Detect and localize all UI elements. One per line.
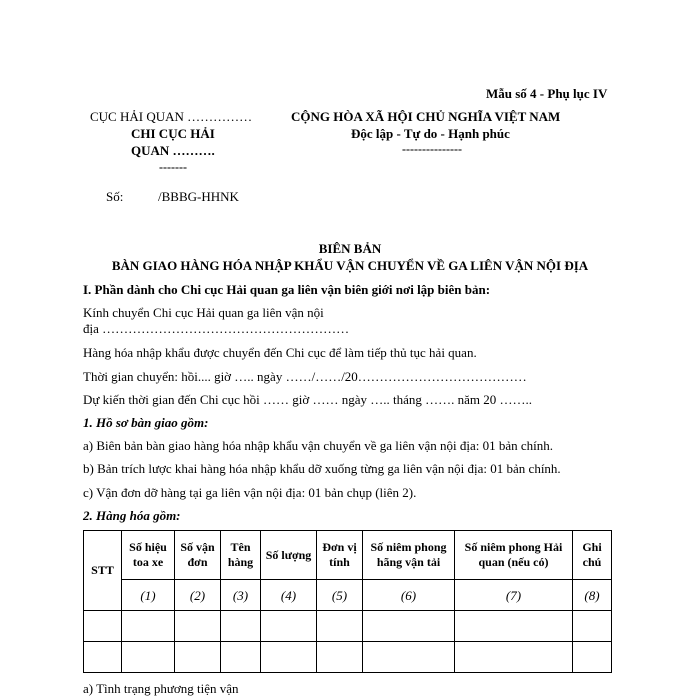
agency-line-2: CHI CỤC HẢI — [131, 126, 215, 141]
purpose-text: Hàng hóa nhập khẩu được chuyển đến Chi cục để làm tiếp thủ tục hải quan. — [83, 345, 477, 360]
column-number-5: (5) — [317, 580, 363, 611]
expected-time: Dự kiến thời gian đến Chi cục hồi …… giờ …… ngày ….. tháng ……. năm 20 …….. — [83, 392, 533, 407]
number-label: Số: — [106, 189, 124, 204]
column-header-customs-seal: Số niêm phong Hải quan (nếu có) — [455, 531, 573, 580]
column-header-carrier-seal: Số niêm phong hãng vận tải — [363, 531, 455, 580]
table-cell — [317, 642, 363, 673]
table-cell — [455, 642, 573, 673]
column-header-unit: Đơn vị tính — [317, 531, 363, 580]
column-header-note: Ghi chú — [573, 531, 612, 580]
table-cell — [455, 611, 573, 642]
column-header-stt: STT — [84, 531, 122, 611]
agency-divider: ------- — [159, 160, 187, 174]
document-a: a) Biên bản bàn giao hàng hóa nhập khẩu vận chuyển về ga liên vận nội địa: 01 bản chính. — [83, 438, 554, 453]
table-cell — [261, 642, 317, 673]
country-name: CỘNG HÒA XÃ HỘI CHỦ NGHĨA VIỆT NAM — [291, 109, 561, 124]
column-header-goods-name: Tên hàng — [221, 531, 261, 580]
number-code: /BBBG-HHNK — [158, 189, 239, 204]
table-cell — [122, 611, 175, 642]
agency-line-3: QUAN ………. — [131, 143, 215, 158]
vehicle-status-text: a) Tình trạng phương tiện vận — [83, 681, 239, 696]
transfer-time: Thời gian chuyển: hồi.... giờ ….. ngày ……/……/20………………………………… — [83, 369, 527, 384]
document-b: b) Bản trích lược khai hàng hóa nhập khẩu dỡ xuống từng ga liên vận nội địa: 01 bản chính. — [83, 461, 561, 476]
national-motto: Độc lập - Tự do - Hạnh phúc — [351, 126, 510, 141]
table-cell — [221, 611, 261, 642]
form-number: Mẫu số 4 - Phụ lục IV — [486, 86, 608, 101]
table-cell — [122, 642, 175, 673]
table-cell — [84, 642, 122, 673]
agency-line-1: CỤC HẢI QUAN …………… — [90, 109, 253, 124]
motto-divider: --------------- — [402, 142, 462, 156]
column-number-8: (8) — [573, 580, 612, 611]
table-row — [84, 611, 612, 642]
table-cell — [573, 642, 612, 673]
document-title: BIÊN BẢN — [318, 241, 382, 256]
column-number-1: (1) — [122, 580, 175, 611]
addressee-line-2: địa ………………………………………………… — [83, 321, 350, 336]
table-cell — [363, 611, 455, 642]
goods-table — [83, 530, 612, 673]
column-header-quantity: Số lượng — [261, 531, 317, 580]
addressee-line-1: Kính chuyển Chi cục Hải quan ga liên vận nội — [83, 305, 324, 320]
section-1-heading: I. Phần dành cho Chi cục Hải quan ga liên vận biên giới nơi lập biên bản: — [83, 282, 491, 297]
table-number-row — [84, 580, 612, 611]
table-cell — [221, 642, 261, 673]
table-cell — [84, 611, 122, 642]
goods-heading: 2. Hàng hóa gồm: — [83, 508, 181, 523]
column-number-3: (3) — [221, 580, 261, 611]
table-cell — [175, 611, 221, 642]
document-c: c) Vận đơn dỡ hàng tại ga liên vận nội địa: 01 bản chụp (liên 2). — [83, 485, 417, 500]
table-cell — [175, 642, 221, 673]
column-number-2: (2) — [175, 580, 221, 611]
table-header-row — [84, 531, 612, 580]
column-header-bill-of-lading: Số vận đơn — [175, 531, 221, 580]
column-number-7: (7) — [455, 580, 573, 611]
column-number-4: (4) — [261, 580, 317, 611]
table-cell — [573, 611, 612, 642]
column-header-wagon-number: Số hiệu toa xe — [122, 531, 175, 580]
column-number-6: (6) — [363, 580, 455, 611]
table-cell — [363, 642, 455, 673]
table-cell — [261, 611, 317, 642]
documents-heading: 1. Hồ sơ bàn giao gồm: — [83, 415, 209, 430]
table-cell — [317, 611, 363, 642]
document-subtitle: BÀN GIAO HÀNG HÓA NHẬP KHẨU VẬN CHUYỂN VỀ GA LIÊN VẬN NỘI ĐỊA — [111, 258, 589, 273]
table-row — [84, 642, 612, 673]
